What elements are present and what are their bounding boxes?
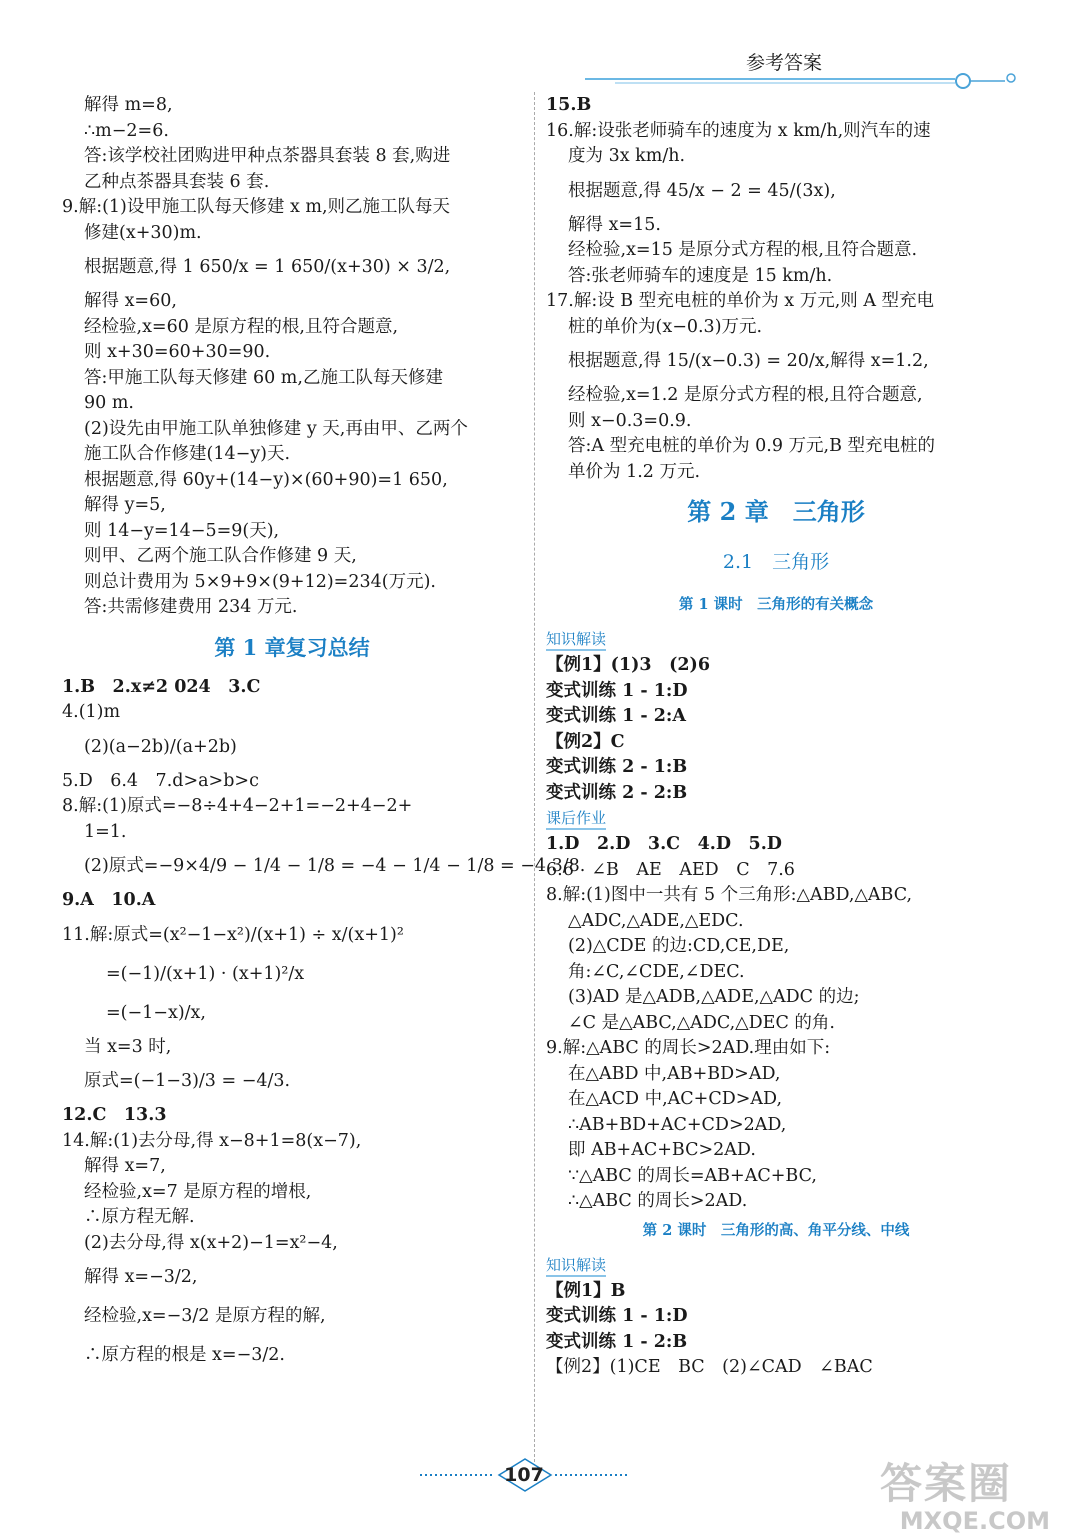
- text-line: 12.C 13.3: [62, 1105, 167, 1125]
- text-line: (2)设先由甲施工队单独修建 y 天,再由甲、乙两个: [84, 418, 468, 439]
- text-line: 【例1】(1)3 (2)6: [546, 655, 711, 675]
- text-line: 9.A 10.A: [62, 890, 156, 910]
- text-line: 则 14−y=14−5=9(天),: [84, 520, 280, 541]
- text-line: 答:甲施工队每天修建 60 m,乙施工队每天修建: [84, 367, 443, 388]
- text-line: △ADC,△ADE,△EDC.: [568, 910, 744, 931]
- text-line: 8.解:(1)原式=−8÷4+4−2+1=−2+4−2+: [62, 796, 413, 816]
- equation-line: (2)(a−2b)/(a+2b): [84, 736, 237, 757]
- equation-line: 根据题意,得 15/(x−0.3) = 20/x,解得 x=1.2,: [568, 351, 929, 371]
- text-line: 解得 x=15.: [568, 214, 661, 235]
- text-line: 则 x−0.3=0.9.: [568, 410, 692, 431]
- text-line: 桩的单价为(x−0.3)万元.: [568, 316, 763, 337]
- page-number: 107: [504, 1464, 544, 1486]
- text-line: 8.解:(1)图中一共有 5 个三角形:△ABD,△ABC,: [546, 885, 913, 905]
- lesson-title: 第 1 课时 三角形的有关概念: [678, 596, 874, 613]
- section-title: 第 1 章复习总结: [214, 634, 370, 660]
- text-line: (3)AD 是△ADB,△ADE,△ADC 的边;: [568, 987, 860, 1007]
- text-line: 答:该学校社团购进甲种点茶器具套装 8 套,购进: [84, 146, 451, 166]
- text-line: 9.解:(1)设甲施工队每天修建 x m,则乙施工队每天: [62, 197, 451, 217]
- text-line: 解得 m=8,: [84, 95, 173, 115]
- text-line: 答:A 型充电桩的单价为 0.9 万元,B 型充电桩的: [568, 436, 936, 456]
- watermark-cn: 答案圈: [880, 1459, 1013, 1508]
- text-line: 1=1.: [84, 821, 127, 842]
- text-line: ∴原方程无解.: [84, 1207, 195, 1227]
- text-line: 经检验,x=1.2 是原分式方程的根,且符合题意,: [568, 385, 923, 405]
- knowledge-tag: 知识解读: [546, 629, 606, 651]
- right-column: [546, 93, 1006, 1381]
- text-line: 乙种点茶器具套装 6 套.: [84, 171, 270, 192]
- text-line: 经检验,x=60 是原方程的根,且符合题意,: [84, 316, 399, 337]
- text-line: 【例1】B: [546, 1280, 626, 1301]
- text-line: (2)去分母,得 x(x+2)−1=x²−4,: [84, 1232, 338, 1253]
- text-line: ∴△ABC 的周长>2AD.: [568, 1191, 748, 1211]
- text-line: 角:∠C,∠CDE,∠DEC.: [568, 961, 745, 982]
- equation-line: 根据题意,得 1 650/x = 1 650/(x+30) × 3/2,: [84, 257, 451, 277]
- equation-line: =(−1)/(x+1) · (x+1)²/x: [106, 963, 305, 984]
- text-line: 单价为 1.2 万元.: [568, 461, 701, 482]
- equation-line: (2)原式=−9×4/9 − 1/4 − 1/8 = −4 − 1/4 − 1/8 = −4 3/8.: [84, 856, 586, 876]
- text-line: 当 x=3 时,: [84, 1036, 172, 1057]
- text-line: 1.D 2.D 3.C 4.D 5.D: [546, 834, 782, 854]
- text-line: 变式训练 2 - 1:B: [546, 757, 688, 777]
- watermark-en: MXQE.COM: [899, 1507, 1050, 1535]
- equation-line: 原式=(−1−3)/3 = −4/3.: [84, 1071, 291, 1091]
- text-line: 则 x+30=60+30=90.: [84, 342, 271, 362]
- text-line: 变式训练 2 - 2:B: [546, 782, 688, 803]
- homework-tag: 课后作业: [546, 808, 606, 830]
- text-line: ∵△ABC 的周长=AB+AC+BC,: [568, 1165, 817, 1186]
- text-line: 9.解:△ABC 的周长>2AD.理由如下:: [546, 1038, 831, 1058]
- text-line: 在△ABD 中,AB+BD>AD,: [568, 1063, 781, 1084]
- text-line: 【例2】(1)CE BC (2)∠CAD ∠BAC: [546, 1357, 873, 1377]
- text-line: 4.(1)m: [62, 702, 121, 722]
- equation-line: ∴原方程的根是 x=−3/2.: [84, 1345, 285, 1365]
- equation-line: =(−1−x)/x,: [106, 1002, 206, 1023]
- text-line: 变式训练 1 - 2:B: [546, 1331, 688, 1352]
- text-line: 17.解:设 B 型充电桩的单价为 x 万元,则 A 型充电: [546, 291, 935, 311]
- text-line: 则甲、乙两个施工队合作修建 9 天,: [84, 546, 357, 566]
- text-line: 16.解:设张老师骑车的速度为 x km/h,则汽车的速: [546, 120, 931, 141]
- text-line: 根据题意,得 60y+(14−y)×(60+90)=1 650,: [84, 469, 448, 490]
- text-line: 经检验,x=15 是原分式方程的根,且符合题意.: [568, 240, 918, 260]
- text-line: 解得 y=5,: [84, 495, 166, 515]
- text-line: 答:共需修建费用 234 万元.: [84, 597, 298, 617]
- text-line: 【例2】C: [546, 731, 625, 752]
- column-divider: [534, 92, 535, 1472]
- text-line: 变式训练 1 - 2:A: [546, 706, 686, 726]
- watermark: [880, 1460, 1060, 1536]
- page-header-title: 参考答案: [746, 52, 823, 74]
- text-line: ∠C 是△ABC,△ADC,△DEC 的角.: [568, 1012, 835, 1033]
- text-line: 解得 x=7,: [84, 1156, 166, 1176]
- text-line: 6.6 ∠B AE AED C 7.6: [546, 859, 795, 880]
- text-line: 即 AB+AC+BC>2AD.: [568, 1140, 756, 1160]
- text-line: 答:张老师骑车的速度是 15 km/h.: [568, 265, 833, 286]
- text-line: 施工队合作修建(14−y)天.: [84, 444, 291, 464]
- equation-line: 根据题意,得 45/x − 2 = 45/(3x),: [568, 180, 836, 201]
- lesson-title: 第 2 课时 三角形的高、角平分线、中线: [642, 1221, 910, 1239]
- section-title: 2.1 三角形: [722, 551, 830, 573]
- text-line: ∴m−2=6.: [84, 120, 169, 141]
- text-line: 90 m.: [84, 393, 134, 413]
- text-line: 解得 x=60,: [84, 291, 177, 311]
- text-line: 15.B: [546, 95, 592, 115]
- text-line: 变式训练 1 - 1:D: [546, 680, 688, 701]
- header-decoration: [585, 70, 1025, 92]
- text-line: 则总计费用为 5×9+9×(9+12)=234(万元).: [84, 571, 436, 592]
- equation-line: 解得 x=−3/2,: [84, 1267, 198, 1287]
- knowledge-tag: 知识解读: [546, 1255, 606, 1277]
- text-line: 5.D 6.4 7.d>a>b>c: [62, 770, 259, 791]
- text-line: ∴AB+BD+AC+CD>2AD,: [568, 1114, 787, 1135]
- equation-line: 经检验,x=−3/2 是原方程的解,: [84, 1306, 326, 1326]
- chapter-title: 第 2 章 三角形: [687, 497, 865, 526]
- text-line: 1.B 2.x≠2 024 3.C: [62, 676, 261, 697]
- equation-line: 11.解:原式=(x²−1−x²)/(x+1) ÷ x/(x+1)²: [62, 924, 404, 945]
- text-line: 修建(x+30)m.: [84, 222, 202, 243]
- text-line: (2)△CDE 的边:CD,CE,DE,: [568, 936, 790, 956]
- text-line: 变式训练 1 - 1:D: [546, 1306, 688, 1326]
- text-line: 在△ACD 中,AC+CD>AD,: [568, 1089, 783, 1109]
- text-line: 经检验,x=7 是原方程的增根,: [84, 1181, 312, 1202]
- text-line: 度为 3x km/h.: [568, 146, 686, 166]
- text-line: 14.解:(1)去分母,得 x−8+1=8(x−7),: [62, 1130, 362, 1151]
